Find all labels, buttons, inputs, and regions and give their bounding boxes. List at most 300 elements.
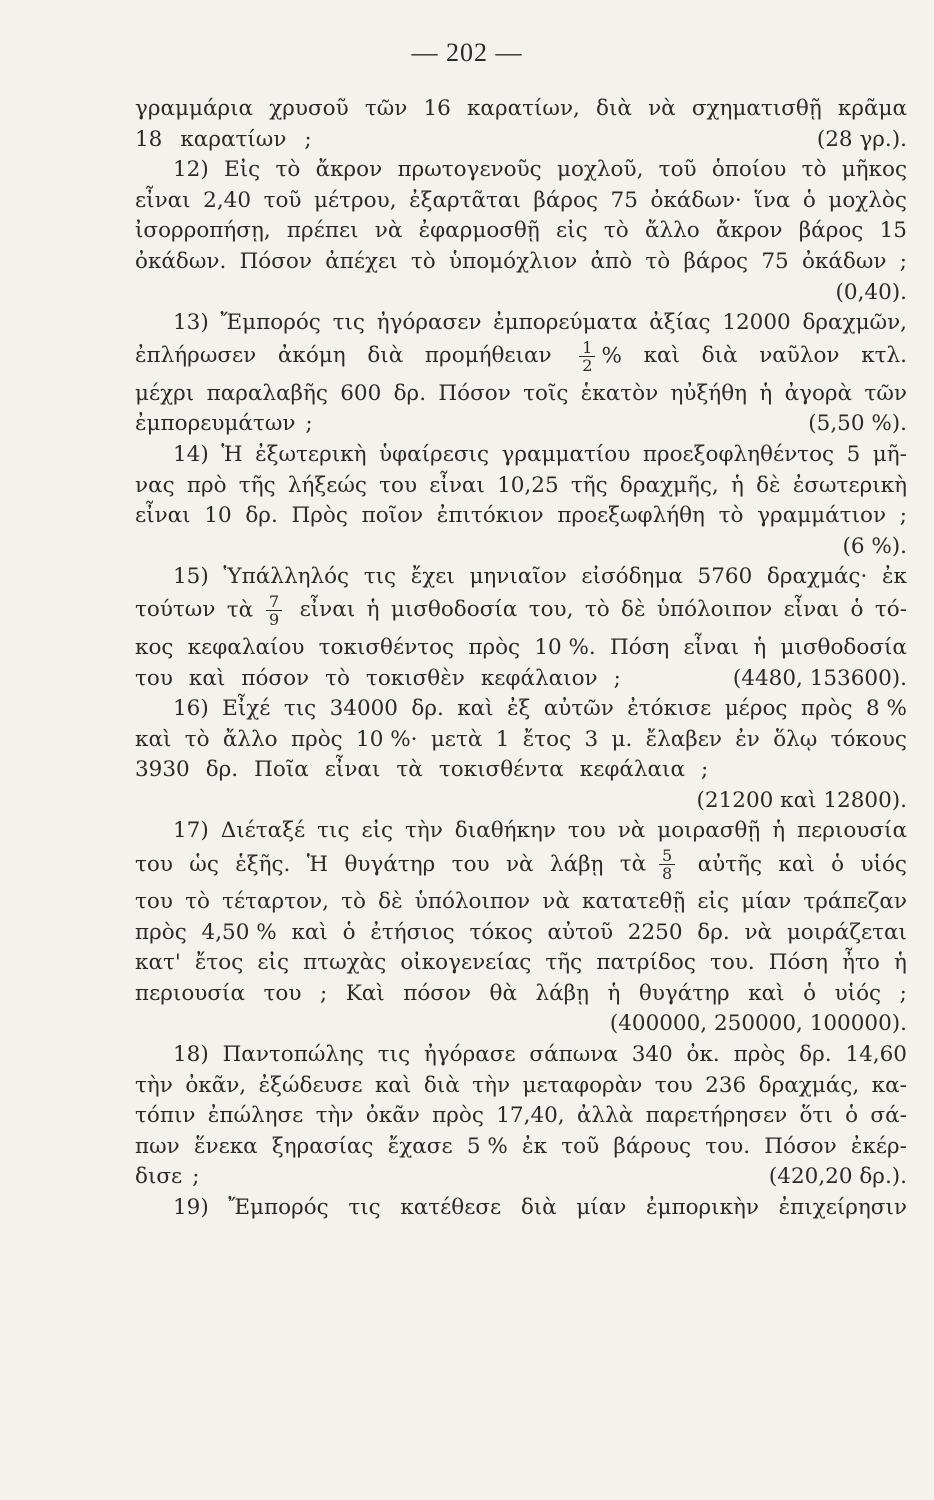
text-line (135, 562, 907, 593)
text-line (135, 308, 907, 339)
text-line (135, 94, 907, 125)
word: τοκισθὲν (365, 665, 465, 691)
fraction-percent (573, 339, 622, 374)
word: του (263, 980, 302, 1006)
word: ἐξαρτᾶται (409, 187, 521, 213)
word: 10 %· (356, 726, 418, 752)
word: Ποῖα (254, 757, 309, 783)
word: δὲ (378, 889, 403, 915)
word: (28 γρ.). (816, 126, 907, 152)
word: γραμμάτιον (757, 503, 887, 529)
word: Ἔμπορός (228, 1195, 329, 1220)
word: τις (317, 818, 350, 844)
word: ναῦλον (759, 343, 840, 369)
word: γραμματίου (501, 441, 631, 467)
word: Πρὸς (291, 503, 348, 529)
word: καὶ (188, 665, 226, 691)
word: ἀλλὰ (576, 1103, 634, 1129)
word: 3 (584, 726, 599, 752)
word: ὅλῳ (773, 726, 818, 752)
word: πρὸς (800, 696, 853, 722)
word: εἰς (556, 218, 588, 244)
text-line (135, 633, 907, 664)
word: ἐμπορεύματα (493, 310, 638, 336)
word: ἐτόκισε (627, 696, 712, 722)
word: ἡ (893, 950, 907, 976)
fraction-numerator: 5 (659, 847, 675, 865)
word: μοχλὸς (828, 187, 907, 213)
answer-line (135, 532, 907, 563)
word: ἕνεκα (193, 1133, 258, 1159)
word: ἡ (607, 980, 621, 1006)
word: κατ' (135, 950, 181, 976)
word: (0,40). (835, 279, 907, 305)
word: ἐξωτερικὴ (255, 441, 367, 467)
text-line (135, 948, 907, 979)
word: ; (701, 757, 709, 783)
word: νὰ (617, 818, 646, 844)
word: μ. (611, 726, 633, 752)
word: ἐμπορευμάτων (135, 411, 296, 437)
word: μεταφορὰν (522, 1072, 643, 1098)
word: δρ. (245, 503, 278, 529)
word: ὁ (850, 597, 864, 623)
word: εἶναι (429, 472, 485, 498)
word: 18 (135, 126, 163, 152)
word: οἰκογενείας (400, 950, 532, 976)
word: εἰς (697, 889, 730, 915)
word: καρατίων (180, 126, 287, 152)
word: σάπωνα (529, 1042, 618, 1068)
text-line (135, 694, 907, 725)
word: τις (332, 310, 365, 336)
word: 10 (204, 503, 232, 529)
word: τράπεζαν (803, 889, 907, 915)
text-line (135, 409, 907, 440)
word: τὴν (135, 1072, 173, 1098)
word: ηὐξήθη (670, 380, 748, 406)
word: ἐπλήρωσεν (135, 343, 257, 369)
word: (400000, 250000, 100000). (609, 1011, 907, 1037)
word: μέτρου, (314, 187, 397, 213)
word: ἡ (759, 380, 773, 406)
word: ὀκάδων· (650, 187, 742, 213)
text-line (135, 440, 907, 471)
word: Ἡ (306, 851, 329, 877)
word-with-fraction (227, 593, 288, 628)
word: δισε (135, 1164, 183, 1190)
word: περιουσία (797, 818, 907, 844)
word: ἀπέχει (325, 248, 398, 274)
text-line (135, 1162, 907, 1193)
text-line (135, 501, 907, 532)
word: 13) (173, 310, 209, 336)
word: τὸ (185, 889, 210, 915)
word: βάρος (533, 187, 598, 213)
word: του (135, 889, 173, 915)
word: τοῦ (658, 157, 697, 183)
word: ἑξῆς. (235, 851, 291, 877)
word: ἀκόμη (277, 343, 346, 369)
fraction-denominator: 8 (662, 864, 673, 884)
word: ἐπιχείρησιν (778, 1195, 907, 1220)
word: θυγάτηρ (344, 851, 436, 877)
word: πατρίδος (596, 950, 696, 976)
word: Πόσον (438, 380, 511, 406)
text-line (135, 847, 907, 887)
word: κτλ. (861, 343, 907, 369)
word: 16 (423, 96, 451, 121)
word: 600 (340, 380, 382, 406)
word: τόπιν (135, 1103, 196, 1129)
word: καὶ (778, 851, 815, 877)
word: ὀκ. (686, 1042, 720, 1068)
word: μῆ- (872, 441, 907, 467)
word: 17) (173, 818, 209, 844)
word: χρυσοῦ (269, 96, 349, 121)
word: σχηματισθῇ (691, 96, 822, 121)
word: βάρος (798, 218, 864, 244)
word: δρ. (411, 696, 444, 722)
word: παρετήρησεν (645, 1103, 788, 1129)
word: του (654, 1072, 693, 1098)
word: πρωτογενοῦς (397, 157, 542, 183)
word: δραχμῶν, (802, 310, 907, 336)
word: ἐμπορικὴν (645, 1195, 759, 1220)
text-line (135, 664, 907, 695)
word: τὸ (645, 248, 671, 274)
word: εἶναι (683, 634, 740, 660)
word: καὶ (457, 696, 494, 722)
word: ἑκατὸν (580, 380, 659, 406)
word: του (567, 818, 606, 844)
word: καρατίων, (466, 96, 580, 121)
line-words (135, 664, 621, 695)
word: μοχλοῦ, (556, 157, 644, 183)
word: ἐσωτερικὴ (792, 472, 907, 498)
line-words (135, 755, 708, 786)
word: τὸ (584, 597, 610, 623)
word: 12) (173, 157, 209, 183)
text-line (135, 887, 907, 918)
word: 4,50 % (201, 919, 277, 945)
word: 17,40, (496, 1103, 565, 1129)
word: διὰ (367, 343, 404, 369)
word: τοῖς (523, 380, 569, 406)
word: δραχμάς, (758, 1072, 860, 1098)
word: κος (135, 634, 174, 660)
word: μέχρι (135, 380, 195, 406)
word: ; (305, 411, 313, 437)
word: 14,60 (845, 1042, 907, 1068)
word: ἄλλο (222, 726, 278, 752)
word: Ἡ (221, 441, 243, 467)
word: εἶναι (135, 187, 191, 213)
word: ἐφαρμοσθῇ (418, 218, 540, 244)
word: πρὸς (290, 726, 343, 752)
word: λάβῃ (535, 980, 589, 1006)
word: του. (709, 950, 755, 976)
fraction-denominator: 9 (269, 609, 280, 629)
word: τοκισθέντος (318, 634, 455, 660)
word: Καὶ (345, 980, 385, 1006)
word: Πόση (768, 950, 829, 976)
text-line (135, 186, 907, 217)
word: ἡ (772, 818, 786, 844)
word: παραλαβῆς (206, 380, 328, 406)
word: του. (705, 1133, 751, 1159)
word: 2,40 (203, 187, 252, 213)
word: μισθοδοσία (780, 634, 907, 660)
fraction (266, 593, 282, 628)
word: τέταρτον, (222, 889, 329, 915)
word: τῆς (570, 472, 608, 498)
word: προμήθειαν (424, 343, 552, 369)
word: τόκους (830, 726, 907, 752)
word: ἔλαβεν (645, 726, 722, 752)
word: τὸ (341, 889, 366, 915)
word: του (451, 851, 490, 877)
text-line (135, 725, 907, 756)
word: κεφαλαίου (187, 634, 305, 660)
word: 5 (846, 441, 861, 467)
word: τις (363, 564, 397, 590)
word: θυγάτηρ (638, 980, 730, 1006)
word: διὰ (701, 343, 738, 369)
word: ξηρασίας (271, 1133, 374, 1159)
word: ὑπομόχλιον (449, 248, 578, 274)
word: ἡ (366, 597, 380, 623)
word: εἰσόδημα (581, 564, 683, 590)
text-line (135, 339, 907, 379)
fraction-numerator: 7 (266, 593, 282, 611)
word: κατατεθῇ (582, 889, 686, 915)
word: μηνιαῖον (469, 564, 567, 590)
word: εἰς (361, 818, 394, 844)
word: ὁ (845, 1103, 859, 1129)
word: προεξοφληθέντος (642, 441, 835, 467)
word: 5 % (466, 1133, 508, 1159)
word: πόσον (241, 665, 310, 691)
word: βάρους (613, 1133, 692, 1159)
word: του (379, 472, 418, 498)
word: εἰς (257, 950, 289, 976)
word: ἐπιτόκιον (436, 503, 544, 529)
word: καὶ (135, 726, 172, 752)
word: νὰ (505, 851, 534, 877)
word: τῶν (364, 96, 408, 121)
word: καὶ (643, 343, 680, 369)
word: πρὸς (135, 919, 187, 945)
word: ἀγορὰ (784, 380, 853, 406)
line-words (135, 125, 312, 156)
word: διὰ (423, 1072, 460, 1098)
word: υἱός (860, 851, 907, 877)
fraction-numerator: 1 (579, 339, 595, 357)
word: τῶν (864, 380, 907, 406)
word: ὡς (189, 851, 219, 877)
word: πρὸ (186, 472, 227, 498)
text-line (135, 216, 907, 247)
fraction (579, 339, 595, 374)
word: ἀπὸ (590, 248, 633, 274)
word: 75 (761, 248, 789, 274)
text-line (135, 755, 907, 786)
word: ἄλλο (644, 218, 700, 244)
word: ; (899, 980, 907, 1006)
word: ὅτι (799, 1103, 833, 1129)
word: διὰ (596, 96, 632, 121)
word: ἔτος (194, 950, 244, 976)
fraction-denominator: 2 (582, 355, 593, 375)
word: (21200 καὶ 12800). (696, 787, 907, 813)
word: 15 (879, 218, 907, 244)
word: εἶναι (135, 503, 191, 529)
word: τὸ (184, 726, 210, 752)
word: ἔχασε (387, 1133, 453, 1159)
word: τό- (874, 597, 907, 623)
word: μοιράζεται (786, 919, 907, 945)
word: τὸ (275, 157, 301, 183)
word: ἡ (753, 634, 767, 660)
word: Πόσον (764, 1133, 837, 1159)
word: μετὰ (430, 726, 483, 752)
word: 340 (631, 1042, 673, 1068)
word: καὶ (374, 1072, 412, 1098)
word: νὰ (542, 889, 570, 915)
word: τῆς (238, 472, 276, 498)
answer-line (135, 1009, 907, 1040)
word: αὐτῶν (543, 696, 614, 722)
word: ; (899, 503, 907, 529)
word: του (135, 851, 173, 877)
word: ἐν (735, 726, 760, 752)
word: ἄκρον (715, 218, 783, 244)
word: ὀκάδων (801, 248, 887, 274)
word: εἶναι (324, 757, 381, 783)
answer-line (135, 786, 907, 817)
word: πτωχὰς (303, 950, 387, 976)
word: κρᾶμα (837, 96, 907, 121)
word: τὸ (801, 157, 827, 183)
word: 5760 (697, 564, 753, 590)
word: 75 (610, 187, 638, 213)
word: νας (135, 472, 175, 498)
word: Ἔμπορός (220, 310, 321, 336)
word: εἶναι (299, 597, 356, 623)
word: 8 % (866, 696, 907, 722)
text-line (135, 155, 907, 186)
word: ὑφαίρεσις (378, 441, 489, 467)
word: νὰ (648, 96, 676, 121)
word: ὁ (802, 187, 816, 213)
word: τὸ (325, 665, 350, 691)
word: ἰσορροπήσῃ, (135, 218, 271, 244)
word: ἐξώδευσε (258, 1072, 363, 1098)
word: ὀκάδων. (135, 248, 227, 274)
word: θὰ (489, 980, 517, 1006)
text-line (135, 379, 907, 410)
word: δρ. (799, 1042, 832, 1068)
word: ἐξ (506, 696, 531, 722)
word: καὶ (748, 980, 785, 1006)
word: Εἶχέ (222, 696, 271, 722)
word: 10,25 (497, 472, 559, 498)
word: ἡ (731, 472, 744, 498)
word: τὰ (226, 597, 254, 623)
word: πρὸς (468, 634, 521, 660)
word: δρ. (393, 380, 427, 406)
word: γραμμάρια (135, 96, 254, 121)
word: κατέθεσε (400, 1195, 502, 1220)
line-words (135, 1162, 199, 1193)
text-line (135, 1101, 907, 1132)
word: κεφάλαια (579, 757, 686, 783)
word: κα- (871, 1072, 907, 1098)
word: πρέπει (286, 218, 359, 244)
word: (6 %). (842, 533, 907, 559)
word: ; (613, 665, 621, 691)
answer: (420,20 δρ.). (768, 1164, 907, 1190)
word: κεφάλαιον (480, 665, 598, 691)
word: ὁ (342, 919, 356, 945)
word: λάβῃ (549, 851, 604, 877)
word: τις (377, 1042, 411, 1068)
word: καὶ (291, 919, 328, 945)
word: ὑπόλοιπον (656, 597, 773, 623)
answer: (5,50 %). (808, 411, 907, 437)
page-number: — 202 — (411, 38, 523, 67)
problem-text (135, 94, 907, 1224)
word: νὰ (374, 218, 403, 244)
word: ὁ (803, 980, 817, 1006)
word: ἐκ (522, 1133, 548, 1159)
word: τις (283, 696, 317, 722)
word: τὴν (405, 818, 443, 844)
word: ἐκ (882, 564, 907, 590)
word: τούτων (135, 597, 216, 623)
word: τις (348, 1195, 381, 1220)
word: ποῖον (361, 503, 424, 529)
word: τὴν (315, 1103, 354, 1129)
word: ἄκρον (315, 157, 383, 183)
word: εἶναι (783, 597, 840, 623)
text-line (135, 247, 907, 278)
text-line (135, 979, 907, 1010)
word: Πόσον (239, 248, 312, 274)
word: λήξεώς (287, 472, 367, 498)
word: 18) (173, 1042, 209, 1068)
word: ἵνα (754, 187, 791, 213)
text-line (135, 593, 907, 633)
word: σά- (870, 1103, 907, 1129)
word: πων (135, 1133, 180, 1159)
word: τὸ (410, 248, 436, 274)
word: ὀκᾶν, (185, 1072, 247, 1098)
word: ὀκᾶν (365, 1103, 420, 1129)
text-line (135, 1071, 907, 1102)
text-line (135, 1193, 907, 1224)
word: μίαν (576, 1195, 627, 1220)
word: νὰ (744, 919, 773, 945)
text-line (135, 471, 907, 502)
word: Πόση (610, 634, 670, 660)
word: ; (304, 126, 312, 152)
line-words (135, 409, 313, 440)
word: δραχμῆς, (619, 472, 719, 498)
word: 2250 (627, 919, 683, 945)
word: 19) (173, 1195, 209, 1220)
